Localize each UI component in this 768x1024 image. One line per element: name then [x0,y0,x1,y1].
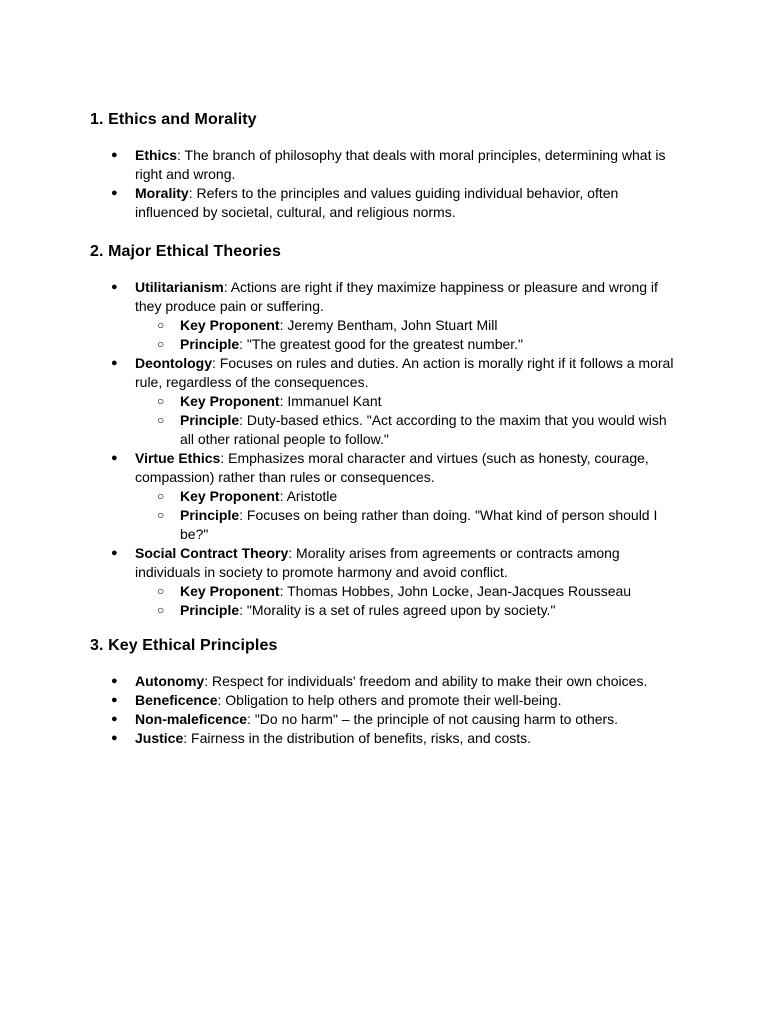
sub-list-item [135,316,680,335]
item-term: Deontology [135,355,212,371]
section-key-ethical-principles [90,636,680,748]
sub-item-text: : Thomas Hobbes, John Locke, Jean-Jacques Rousseau [279,583,632,599]
sub-item-text: : "Morality is a set of rules agreed upon by society." [239,602,556,618]
sub-list [135,487,680,544]
section-heading: 3. Key Ethical Principles [90,637,278,654]
sub-item-term: Principle [180,507,240,523]
sub-item-term: Principle [180,602,240,618]
sub-list-item [135,411,680,449]
sub-list-item [135,582,680,601]
item-term: Non-maleficence [135,711,248,727]
item-text: : Respect for individuals' freedom and ability to make their own choices. [204,673,648,689]
sub-list-item [135,335,680,354]
list-item [90,691,680,710]
sub-item-term: Principle [180,412,240,428]
list-item [90,278,680,354]
item-term: Ethics [135,147,178,163]
sub-item-term: Key Proponent [180,317,280,333]
sub-list-item [135,487,680,506]
list-item [90,184,680,222]
sub-item-text: : "The greatest good for the greatest number." [239,336,524,352]
item-text: : "Do no harm" – the principle of not causing harm to others. [247,711,619,727]
item-text: : Refers to the principles and values guiding individual behavior, often influenced by societal, cultural, and religious norms. [135,185,619,220]
list-item [90,672,680,691]
item-term: Beneficence [135,692,218,708]
section-heading: 2. Major Ethical Theories [90,243,281,260]
item-term: Autonomy [135,673,205,689]
list-item [90,729,680,748]
list-item [90,354,680,449]
sub-list-item [135,601,680,620]
list-item [90,449,680,544]
item-text: : Obligation to help others and promote their well-being. [217,692,562,708]
section-major-ethical-theories [90,242,680,620]
sub-item-text: : Jeremy Bentham, John Stuart Mill [279,317,498,333]
item-term: Justice [135,730,184,746]
item-term: Social Contract Theory [135,545,289,561]
sub-list [135,316,680,354]
sub-item-text: : Immanuel Kant [279,393,382,409]
sub-list [135,392,680,449]
section-heading: 1. Ethics and Morality [90,111,257,128]
item-text: : Focuses on rules and duties. An action is morally right if it follows a moral rule, regardless of the consequences. [135,355,674,390]
sub-item-text: : Aristotle [279,488,338,504]
sub-item-term: Key Proponent [180,583,280,599]
item-text: : Actions are right if they maximize happiness or pleasure and wrong if they produce pain or suffering. [135,279,658,314]
item-term: Utilitarianism [135,279,224,295]
bullet-list [90,672,680,748]
sub-item-text: : Focuses on being rather than doing. "What kind of person should I be?" [180,507,658,542]
sub-list [135,582,680,620]
item-text: : Morality arises from agreements or contracts among individuals in society to promote harmony and avoid conflict. [135,545,620,580]
sub-list-item [135,506,680,544]
sub-item-term: Key Proponent [180,488,280,504]
list-item [90,710,680,729]
sub-list-item [135,392,680,411]
item-text: : The branch of philosophy that deals with moral principles, determining what is right and wrong. [135,147,666,182]
item-text: : Emphasizes moral character and virtues (such as honesty, courage, compassion) rather than rules or consequences. [135,450,649,485]
item-term: Morality [135,185,189,201]
bullet-list [90,278,680,620]
sub-item-text: : Duty-based ethics. "Act according to the maxim that you would wish all other rational people to follow." [180,412,667,447]
bullet-list [90,146,680,222]
list-item [90,146,680,184]
sub-item-term: Principle [180,336,240,352]
sub-item-term: Key Proponent [180,393,280,409]
section-ethics-and-morality [90,110,680,222]
list-item [90,544,680,620]
item-text: : Fairness in the distribution of benefits, risks, and costs. [183,730,532,746]
item-term: Virtue Ethics [135,450,221,466]
